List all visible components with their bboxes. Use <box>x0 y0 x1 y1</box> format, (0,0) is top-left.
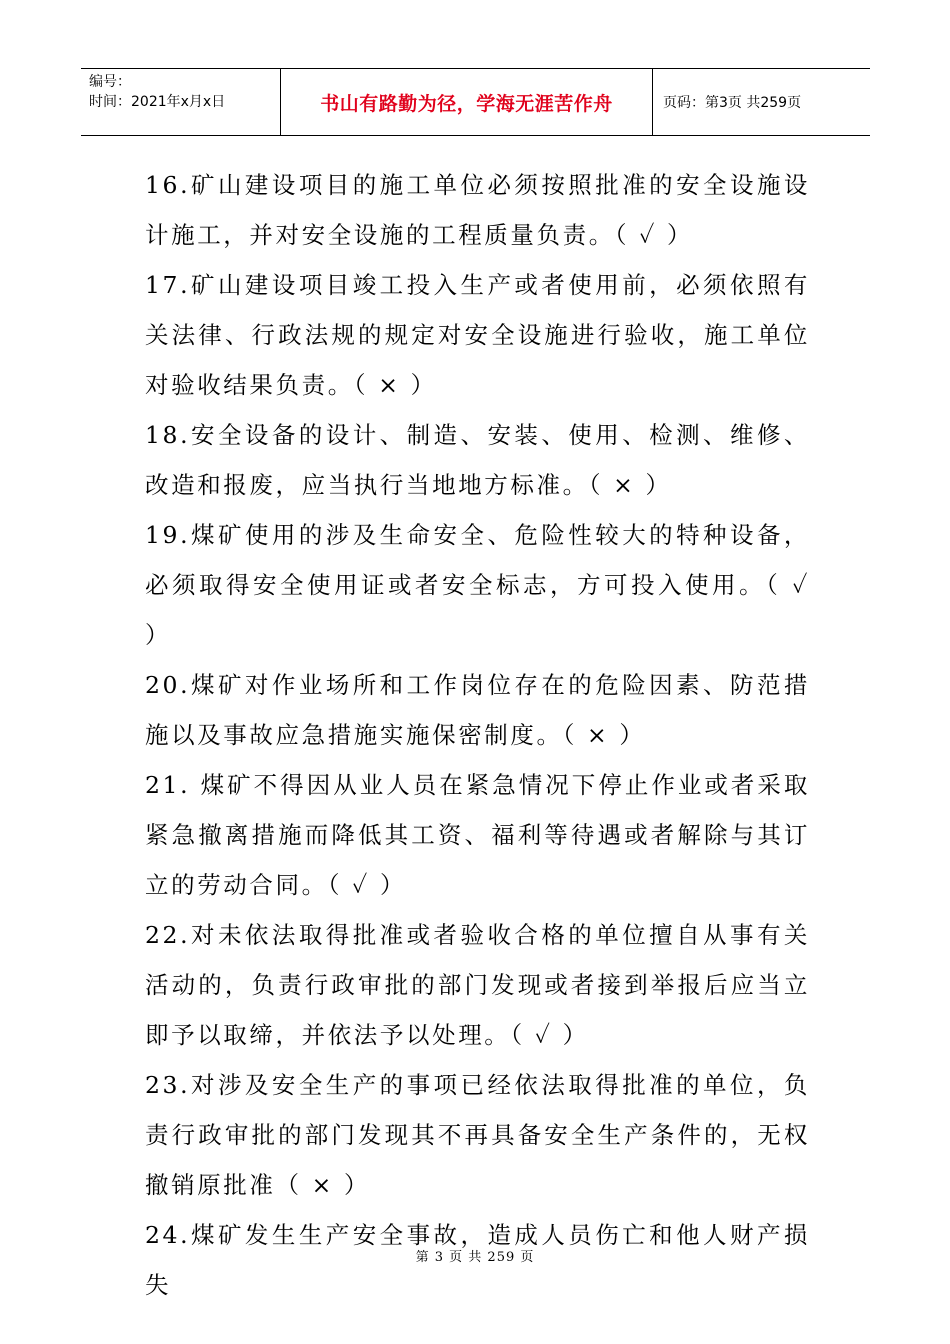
question-24: 24.煤矿发生生产安全事故，造成人员伤亡和他人财产损失 <box>145 1221 810 1299</box>
header-page-info: 页码：第3页 共259页 <box>663 95 802 111</box>
header-meta <box>81 69 281 135</box>
question-17: 17.矿山建设项目竣工投入生产或者使用前，必须依照有关法律、行政法规的规定对安全设施进行验收，施工单位对验收结果负责。（ × ） <box>145 271 810 399</box>
question-20: 20.煤矿对作业场所和工作岗位存在的危险因素、防范措施以及事故应急措施实施保密制度。（ × ） <box>145 671 810 749</box>
question-18: 18.安全设备的设计、制造、安装、使用、检测、维修、改造和报废，应当执行当地地方标准。（ × ） <box>145 421 810 499</box>
number-label: 编号： <box>89 74 131 90</box>
question-21: 21. 煤矿不得因从业人员在紧急情况下停止作业或者采取紧急撤离措施而降低其工资、福利等待遇或者解除与其订立的劳动合同。（ ✓ ） <box>145 771 810 899</box>
question-22: 22.对未依法取得批准或者验收合格的单位擅自从事有关活动的，负责行政审批的部门发现或者接到举报后应当立即予以取缔，并依法予以处理。（ ✓ ） <box>145 921 810 1049</box>
question-23: 23.对涉及安全生产的事项已经依法取得批准的单位，负责行政审批的部门发现其不再具备安全生产条件的，无权撤销原批准（ × ） <box>145 1071 810 1199</box>
time-label: 时间：2021年x月x日 <box>89 94 226 110</box>
question-list <box>145 160 810 1310</box>
header-motto: 书山有路勤为径，学海无涯苦作舟 <box>281 69 653 135</box>
question-16: 16.矿山建设项目的施工单位必须按照批准的安全设施设计施工，并对安全设施的工程质量负责。（ ✓ ） <box>145 171 810 249</box>
question-19: 19.煤矿使用的涉及生命安全、危险性较大的特种设备，必须取得安全使用证或者安全标志，方可投入使用。（ ✓ ） <box>145 521 810 649</box>
document-header <box>81 68 870 136</box>
page-footer: 第 3 页 共 259 页 <box>415 1250 535 1265</box>
